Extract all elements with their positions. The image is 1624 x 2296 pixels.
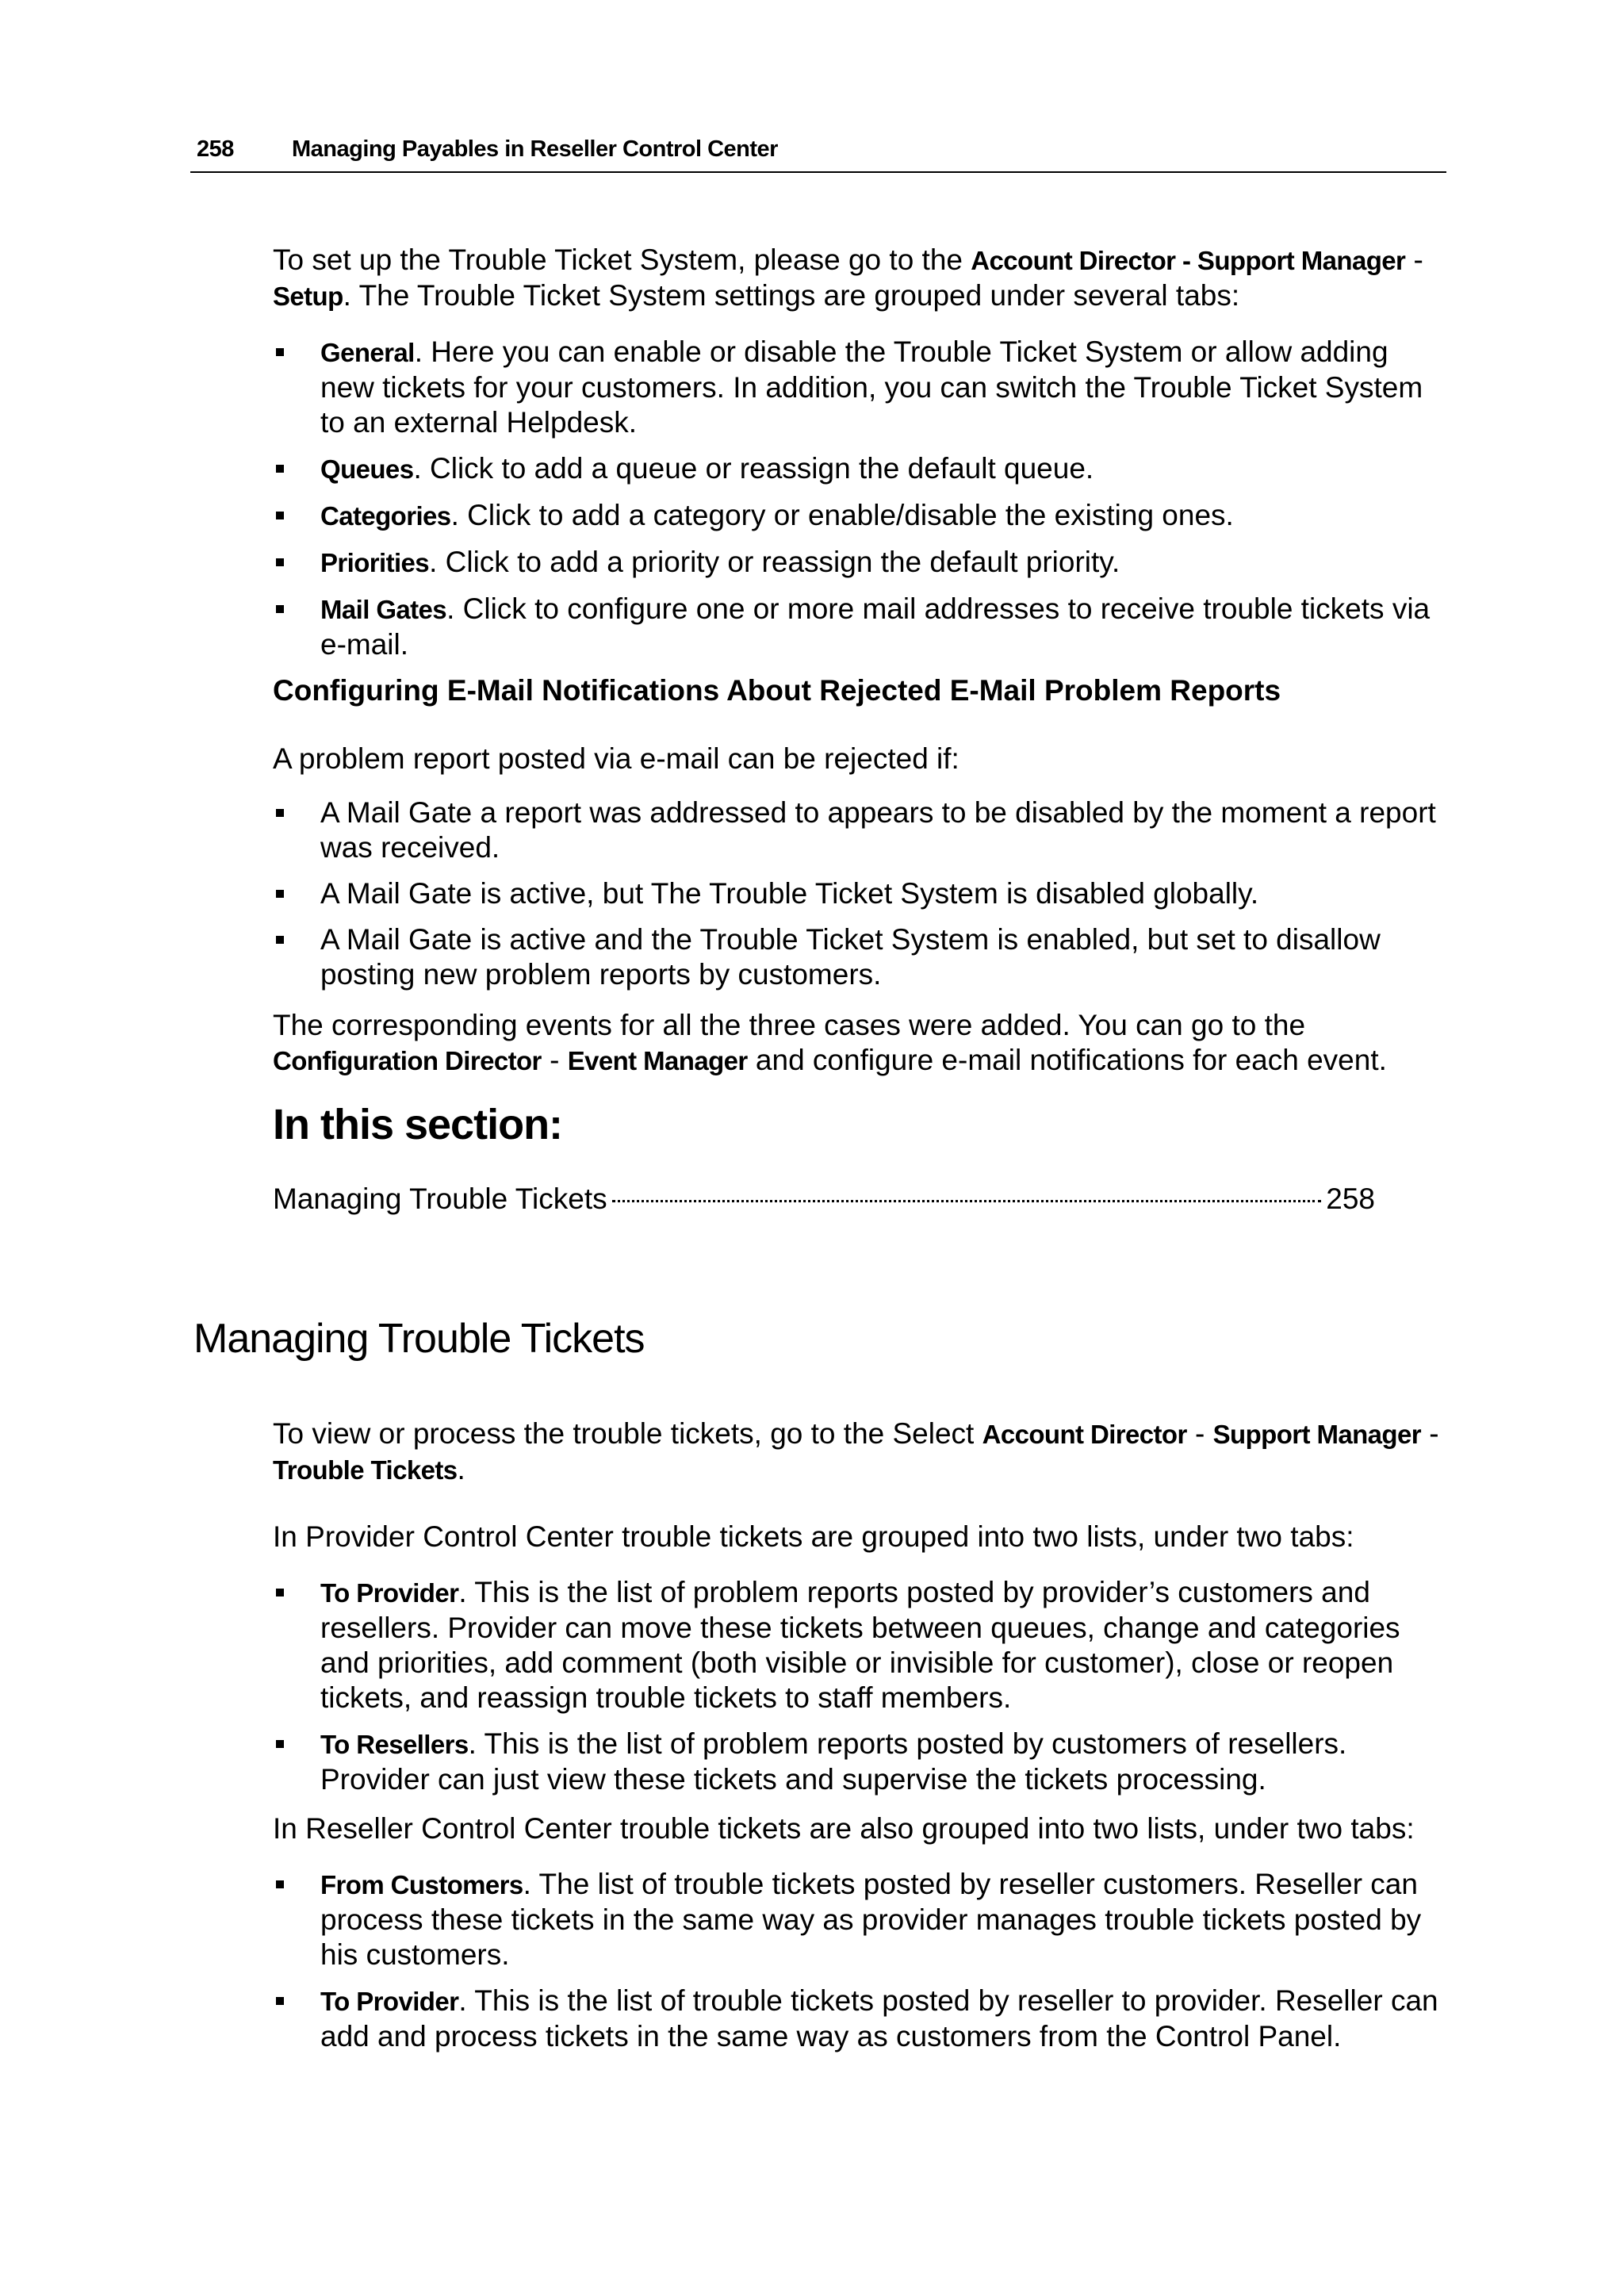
list-item: [273, 451, 1446, 487]
notifications-heading: Configuring E-Mail Notifications About Rejected E-Mail Problem Reports: [273, 674, 1281, 707]
path-separator: -: [1186, 1417, 1213, 1450]
item-text: . This is the list of problem reports posted by provider’s customers and resellers. Provider can move these tickets between queues, change and categories and priorities, add comment (both visible or invisible for customer), close or reopen tickets, and reassign trouble tickets to staff members.: [320, 1576, 1400, 1714]
list-item: A Mail Gate is active, but The Trouble Ticket System is disabled globally.: [273, 876, 1446, 911]
path-separator: -: [1420, 1417, 1439, 1450]
term-queues: Queues: [320, 454, 414, 484]
intro-text: . The Trouble Ticket System settings are grouped under several tabs:: [343, 279, 1240, 312]
list-item: [273, 498, 1446, 534]
toc-entry[interactable]: [273, 1182, 1375, 1217]
list-item: [273, 335, 1446, 440]
term-general: General: [320, 338, 415, 367]
reseller-tabs-list: [273, 1867, 1446, 2054]
menu-path-setup: Setup: [273, 282, 343, 311]
toc-entry-page[interactable]: 258: [1326, 1182, 1375, 1215]
managing-trouble-tickets-heading: Managing Trouble Tickets: [193, 1316, 645, 1362]
menu-path-account-director: Account Director: [982, 1420, 1187, 1449]
events-text: The corresponding events for all the three cases were added. You can go to the: [273, 1009, 1306, 1041]
list-item: [273, 1867, 1446, 1972]
managing-intro-text: .: [457, 1453, 465, 1485]
running-title: Managing Payables in Reseller Control Center: [292, 136, 778, 162]
page-content: [273, 243, 1446, 1217]
provider-tabs-list: [273, 1575, 1446, 1797]
menu-path-account-director-support-manager: Account Director - Support Manager: [971, 246, 1406, 275]
list-item: [273, 1727, 1446, 1797]
term-categories: Categories: [320, 501, 451, 531]
item-text: . Click to add a priority or reassign the default priority.: [429, 546, 1120, 578]
menu-path-event-manager: Event Manager: [567, 1046, 748, 1075]
events-paragraph: [273, 1008, 1446, 1079]
path-separator: -: [1405, 243, 1423, 276]
menu-path-trouble-tickets: Trouble Tickets: [273, 1455, 458, 1485]
page-header: [190, 135, 1446, 173]
in-this-section-heading: In this section:: [273, 1101, 563, 1148]
intro-text: To set up the Trouble Ticket System, please go to the: [273, 243, 971, 276]
term-priorities: Priorities: [320, 548, 430, 577]
item-text: . Click to add a queue or reassign the default queue.: [413, 452, 1094, 485]
page-number: 258: [197, 136, 234, 162]
notifications-lead: A problem report posted via e-mail can be rejected if:: [273, 742, 959, 775]
term-to-provider: To Provider: [320, 1578, 459, 1608]
item-text: . This is the list of trouble tickets posted by reseller to provider. Reseller can add and process tickets in the same way as customers from the Control Panel.: [320, 1984, 1438, 2053]
term-from-customers: From Customers: [320, 1870, 523, 1899]
list-item: [273, 1575, 1446, 1715]
menu-path-configuration-director: Configuration Director: [273, 1046, 542, 1075]
managing-intro-text: To view or process the trouble tickets, go to the Select: [273, 1417, 982, 1450]
managing-content: [273, 1416, 1446, 2054]
item-text: . The list of trouble tickets posted by reseller customers. Reseller can process these tickets in the same way as provider manages trouble tickets posted by his customers.: [320, 1868, 1422, 1971]
list-item: [273, 592, 1446, 662]
list-item: [273, 545, 1446, 581]
item-text: . Click to add a category or enable/disable the existing ones.: [450, 499, 1234, 531]
toc-entry-label[interactable]: Managing Trouble Tickets: [273, 1182, 607, 1215]
list-item: A Mail Gate is active and the Trouble Ticket System is enabled, but set to disallow posting new problem reports by customers.: [273, 922, 1446, 992]
term-to-provider: To Provider: [320, 1987, 459, 2016]
term-mail-gates: Mail Gates: [320, 595, 447, 624]
managing-intro-paragraph: [273, 1416, 1446, 1488]
list-item: [273, 1984, 1446, 2054]
provider-paragraph: In Provider Control Center trouble tickets are grouped into two lists, under two tabs:: [273, 1520, 1354, 1553]
settings-tabs-list: [273, 335, 1446, 662]
item-text: . This is the list of problem reports posted by customers of resellers. Provider can just view these tickets and supervise the tickets processing.: [320, 1727, 1347, 1796]
intro-paragraph: [273, 243, 1446, 314]
list-item: A Mail Gate a report was addressed to appears to be disabled by the moment a report was received.: [273, 795, 1446, 865]
menu-path-support-manager: Support Manager: [1212, 1420, 1421, 1449]
rejection-reasons-list: [273, 795, 1446, 992]
item-text: . Here you can enable or disable the Trouble Ticket System or allow adding new tickets for your customers. In addition, you can switch the Trouble Ticket System to an external Helpdesk.: [320, 335, 1423, 439]
path-separator: -: [541, 1044, 568, 1076]
reseller-paragraph: In Reseller Control Center trouble tickets are also grouped into two lists, under two tabs:: [273, 1812, 1415, 1845]
events-text: and configure e-mail notifications for each event.: [747, 1044, 1387, 1076]
toc-leader-dots: [612, 1200, 1322, 1202]
item-text: . Click to configure one or more mail addresses to receive trouble tickets via e-mail.: [320, 592, 1431, 661]
term-to-resellers: To Resellers: [320, 1730, 469, 1759]
